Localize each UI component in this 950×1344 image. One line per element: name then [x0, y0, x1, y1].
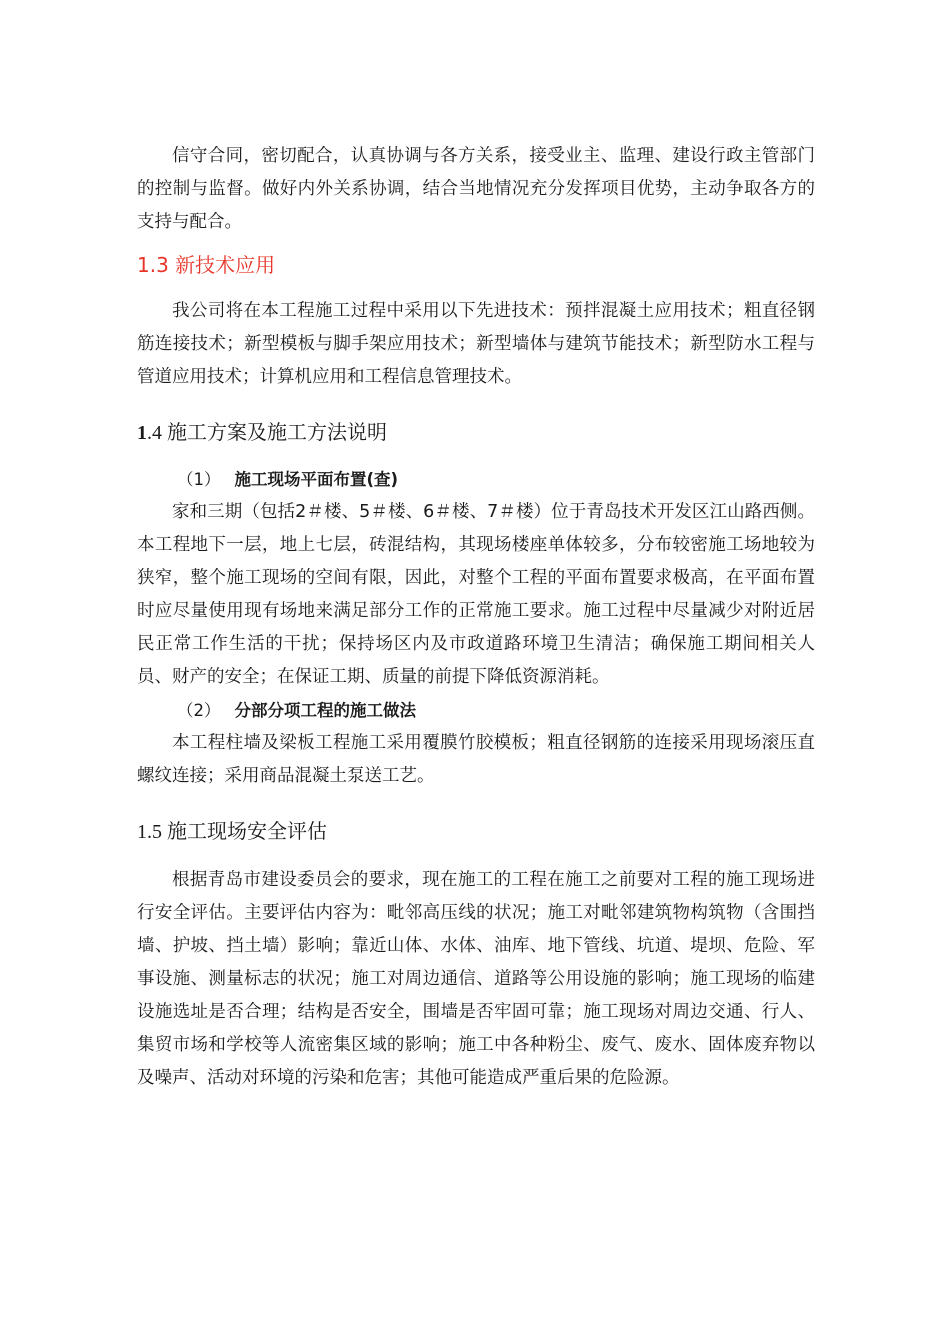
section-heading-1-4-number-rest: .4: [147, 422, 167, 444]
section-heading-1-5: [137, 813, 815, 850]
document-page: [137, 140, 815, 1095]
section-heading-1-4-text: 施工方案及施工方法说明: [167, 420, 387, 444]
section-heading-1-4: [137, 414, 815, 451]
section-heading-1-5-text: 施工现场安全评估: [167, 819, 327, 843]
subsection-index-1: （1）: [177, 470, 221, 489]
section-heading-1-5-number: 1.5: [137, 821, 167, 843]
subsection-title-2: 分部分项工程的施工做法: [234, 701, 416, 720]
subsection-2-paragraph: 本工程柱墙及梁板工程施工采用覆膜竹胶模板；粗直径钢筋的连接采用现场滚压直螺纹连接；采用商品混凝土泵送工艺。: [137, 733, 815, 786]
subsection-index-2: （2）: [177, 701, 221, 720]
section-heading-1-4-number: [137, 422, 167, 444]
intro-paragraph: 信守合同，密切配合，认真协调与各方关系，接受业主、监理、建设行政主管部门的控制与监督。做好内外关系协调，结合当地情况充分发挥项目优势，主动争取各方的支持与配合。: [137, 146, 815, 232]
subsection-heading-2: [137, 694, 815, 727]
subsection-heading-1: [137, 463, 815, 496]
section-heading-1-4-number-bold: 1: [137, 422, 147, 444]
section-1-5-paragraph: 根据青岛市建设委员会的要求，现在施工的工程在施工之前要对工程的施工现场进行安全评估。主要评估内容为：毗邻高压线的状况；施工对毗邻建筑物构筑物（含围挡墙、护坡、挡土墙）影响；靠近山体、水体、油库、地下管线、坑道、堤坝、危险、军事设施、测量标志的状况；施工对周边通信、道路等公用设施的影响；施工现场的临建设施选址是否合理；结构是否安全，围墙是否牢固可靠；施工现场对周边交通、行人、集贸市场和学校等人流密集区域的影响；施工中各种粉尘、废气、废水、固体废弃物以及噪声、活动对环境的污染和危害；其他可能造成严重后果的危险源。: [137, 870, 815, 1088]
subsection-1-paragraph: 家和三期（包括2＃楼、5＃楼、6＃楼、7＃楼）位于青岛技术开发区江山路西侧。本工程地下一层，地上七层，砖混结构，其现场楼座单体较多，分布较密施工场地较为狭窄，整个施工现场的空间有限，因此，对整个工程的平面布置要求极高，在平面布置时应尽量使用现有场地来满足部分工作的正常施工要求。施工过程中尽量减少对附近居民正常工作生活的干扰；保持场区内及市政道路环境卫生清洁；确保施工期间相关人员、财产的安全；在保证工期、质量的前提下降低资源消耗。: [137, 502, 815, 687]
section-1-3-paragraph: 我公司将在本工程施工过程中采用以下先进技术：预拌混凝土应用技术；粗直径钢筋连接技术；新型模板与脚手架应用技术；新型墙体与建筑节能技术；新型防水工程与管道应用技术；计算机应用和工程信息管理技术。: [137, 301, 815, 387]
section-heading-1-3: 1.3 新技术应用: [137, 253, 276, 277]
subsection-title-1: 施工现场平面布置(查): [234, 470, 399, 489]
